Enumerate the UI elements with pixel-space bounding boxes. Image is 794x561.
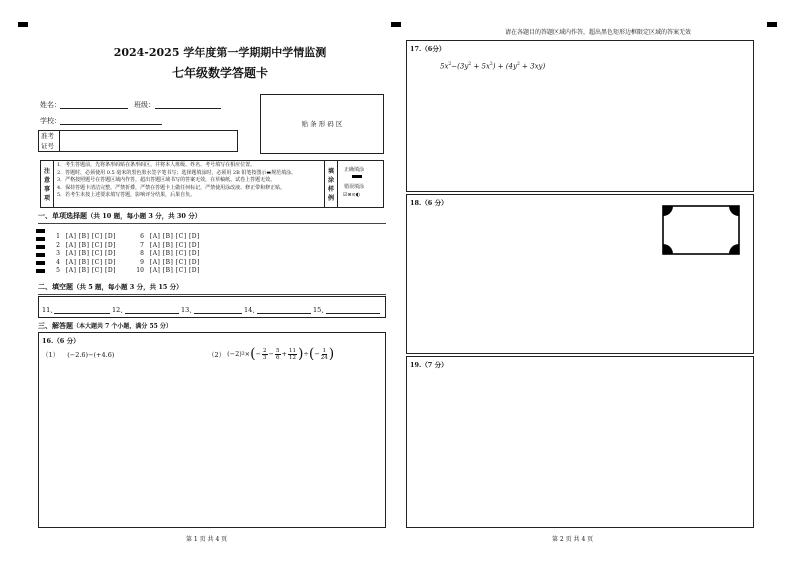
correct-fill-label: 正确填涂 xyxy=(344,167,365,173)
exam-number-box[interactable] xyxy=(38,130,238,152)
q17-exponent: 2 xyxy=(489,62,493,67)
q17-exponent: 2 xyxy=(448,62,452,67)
blank-label-11: 11、 xyxy=(42,306,57,314)
q16-part2-times: × xyxy=(244,350,251,358)
q16-part2-minus: − xyxy=(268,350,274,358)
notes-label-4: 项 xyxy=(44,195,51,202)
question-number: 8 xyxy=(140,250,144,258)
q16-part2 xyxy=(208,344,334,364)
class-label: 班级： xyxy=(134,101,155,109)
question-number: 4 xyxy=(56,258,60,266)
q16-label: 16.（6 分） xyxy=(42,337,80,345)
q16-part2-number: （2） xyxy=(208,350,226,359)
blank-field-13[interactable] xyxy=(194,313,242,314)
choice-options[interactable]: [A] [B] [C] [D] xyxy=(149,258,200,266)
section1-rule xyxy=(38,223,386,224)
question-number: 1 xyxy=(56,233,60,240)
blank-field-12[interactable] xyxy=(125,313,179,314)
section2-heading xyxy=(38,282,183,292)
fraction xyxy=(321,348,328,361)
wrong-fill-sample: ☑⊗⊙◐ xyxy=(343,192,361,198)
q19-label: 19.（7 分） xyxy=(410,361,448,369)
wrong-fill-label: 错误填涂 xyxy=(344,184,365,190)
q18-label: 18.（6 分） xyxy=(410,199,448,207)
section3-heading xyxy=(38,321,172,331)
section2-rule xyxy=(38,294,386,295)
timing-mark xyxy=(36,253,45,257)
section3-title: 三、解答题 xyxy=(38,321,73,330)
q16-part2-close-paren: ) xyxy=(328,346,335,362)
q16-part2-open-paren: ( xyxy=(308,346,315,362)
exam-title: 2024-2025 学年度第一学期期中学情监测 xyxy=(113,46,327,59)
timing-mark xyxy=(36,229,45,233)
q17-term: −(3y xyxy=(451,62,469,71)
choice-row xyxy=(50,259,200,268)
class-field[interactable] xyxy=(155,108,221,109)
section2-title: 二、填空题 xyxy=(38,282,73,291)
sample-label-4: 例 xyxy=(328,195,335,202)
note-item: 1．考生答题前，先将条形码贴在条形码区，并将本人班级、姓名、考号填写在相应位置。 xyxy=(57,162,256,168)
question-number: 2 xyxy=(56,241,60,249)
sample-label-1: 填 xyxy=(328,168,335,175)
blank-label-14: 14、 xyxy=(244,306,259,314)
q19-answer-box[interactable] xyxy=(406,356,754,528)
q16-part2-exponent: 3 xyxy=(241,351,245,357)
notes-label-1: 注 xyxy=(44,168,51,175)
question-number: 3 xyxy=(56,250,60,258)
registration-mark-top-left xyxy=(18,22,28,27)
q17-term: + 3xy) xyxy=(519,62,546,71)
blank-label-13: 13、 xyxy=(181,306,196,314)
section1-desc: （共 10 题，每小题 3 分，共 30 分） xyxy=(87,212,202,220)
question-number: 10 xyxy=(136,267,144,275)
q17-label: 17.（6分） xyxy=(410,45,446,53)
blank-field-11[interactable] xyxy=(54,313,110,314)
registration-mark-top-right xyxy=(767,22,777,27)
fraction xyxy=(275,348,281,361)
q16-part2-base: (−2) xyxy=(227,350,242,358)
q17-exponent: 2 xyxy=(468,62,472,67)
q16-part1-number: （1） xyxy=(42,351,60,359)
school-field[interactable] xyxy=(60,124,162,125)
q16-part2-close-paren: ) xyxy=(297,346,304,362)
choice-options[interactable]: [A] [B] [C] [D] xyxy=(149,233,200,240)
notes-items xyxy=(57,162,321,200)
notes-label-2: 意 xyxy=(44,177,51,184)
question-number: 9 xyxy=(140,258,144,266)
choice-row xyxy=(50,242,200,251)
answer-card-subtitle: 七年级数学答题卡 xyxy=(171,66,268,80)
question-number: 5 xyxy=(56,267,60,275)
numerator: 1 xyxy=(322,347,327,354)
page-footer-right: 第 2 页 共 4 页 xyxy=(552,536,594,543)
numerator: 5 xyxy=(276,347,280,354)
rectangle-corner-figure xyxy=(662,205,740,255)
section1-heading xyxy=(38,211,201,221)
blank-label-12: 12、 xyxy=(112,306,127,314)
timing-mark xyxy=(36,237,45,241)
timing-mark xyxy=(36,245,45,249)
note-item: 4．保持答题卡清洁完整，严禁折叠，严禁在答题卡上做任何标记，严禁使用涂改液、修正带和修正贴。 xyxy=(57,184,286,191)
fraction xyxy=(288,348,297,361)
choice-options[interactable]: [A] [B] [C] [D] xyxy=(65,258,117,266)
q16-part2-minus: − xyxy=(255,350,262,358)
q16-part1 xyxy=(42,350,114,359)
question-number: 6 xyxy=(140,233,144,240)
choice-options[interactable]: [A] [B] [C] [D] xyxy=(65,233,117,240)
numerator: 2 xyxy=(263,347,267,354)
q16-part2-minus: − xyxy=(314,350,320,358)
choice-row xyxy=(50,267,200,276)
q16-part2-open-paren: ( xyxy=(250,346,256,362)
choice-row xyxy=(50,233,200,242)
page-footer-left: 第 1 页 共 4 页 xyxy=(186,536,228,543)
denominator: 12 xyxy=(288,354,296,361)
barcode-area-label: 贴 条 形 码 区 xyxy=(301,120,343,128)
name-label: 姓名： xyxy=(40,101,61,109)
choice-options[interactable]: [A] [B] [C] [D] xyxy=(149,250,200,258)
note-item: 3．严格按照题号在答题区域内作答，超出答题区域书写的答案无效，在草稿纸、试卷上答题无效。 xyxy=(57,177,276,184)
q17-term: + 5x xyxy=(471,62,490,71)
q17-term: ) + (4y xyxy=(492,62,517,71)
choice-row xyxy=(50,250,200,259)
q16-part1-expression: (−2.6)−(+4.6) xyxy=(67,351,115,359)
timing-mark xyxy=(36,261,45,265)
section3-desc: （本大题共 7 个小题，满分 55 分） xyxy=(73,323,172,330)
choice-options[interactable]: [A] [B] [C] [D] xyxy=(149,267,200,275)
school-label: 学校： xyxy=(40,117,61,125)
choice-options[interactable]: [A] [B] [C] [D] xyxy=(65,241,117,249)
denominator: 3 xyxy=(263,354,267,361)
sample-label-2: 涂 xyxy=(328,177,335,184)
blank-field-14[interactable] xyxy=(257,313,311,314)
choice-options[interactable]: [A] [B] [C] [D] xyxy=(65,250,117,258)
q17-term: 5x xyxy=(440,62,449,71)
denominator: 24 xyxy=(320,354,328,361)
choice-options[interactable]: [A] [B] [C] [D] xyxy=(149,241,200,249)
question-number: 7 xyxy=(140,241,144,249)
answer-area-notice: 请在各题目的答题区域内作答，超出黑色矩形边框限定区域的答案无效 xyxy=(504,29,691,36)
section1-title: 一、单项选择题 xyxy=(38,211,87,220)
correct-fill-sample xyxy=(352,175,362,178)
section2-desc: （共 5 题，每小题 3 分，共 15 分） xyxy=(73,283,183,291)
fill-blank-box xyxy=(38,296,386,318)
notes-label-3: 事 xyxy=(44,186,51,193)
choice-options[interactable]: [A] [B] [C] [D] xyxy=(65,267,117,275)
exam-number-label-2: 证号 xyxy=(41,142,54,150)
blank-field-15[interactable] xyxy=(326,313,380,314)
registration-mark-top-middle xyxy=(391,22,401,27)
sample-label-3: 样 xyxy=(328,186,335,193)
q17-expression xyxy=(440,62,545,70)
note-item: 2．答题时，必须使用 0.5 毫米的黑色墨水签字笔书写；选择题填涂时，必须用 2B 铅笔按图示▬规范填涂。 xyxy=(57,169,297,176)
q16-part2-plus: + xyxy=(281,350,287,358)
denominator: 6 xyxy=(276,354,280,361)
note-item: 5．若考生未按上述要求填写答题，影响评分结果，后果自负。 xyxy=(57,192,196,199)
blank-label-15: 15、 xyxy=(313,306,328,314)
name-field[interactable] xyxy=(60,108,128,109)
q17-exponent: 2 xyxy=(516,62,520,67)
timing-mark xyxy=(36,269,45,273)
numerator: 11 xyxy=(288,347,296,354)
q16-part2-divide: ÷ xyxy=(303,350,309,358)
exam-number-label-1: 准考 xyxy=(41,132,54,140)
choice-grid xyxy=(50,233,200,276)
fraction xyxy=(262,348,268,361)
